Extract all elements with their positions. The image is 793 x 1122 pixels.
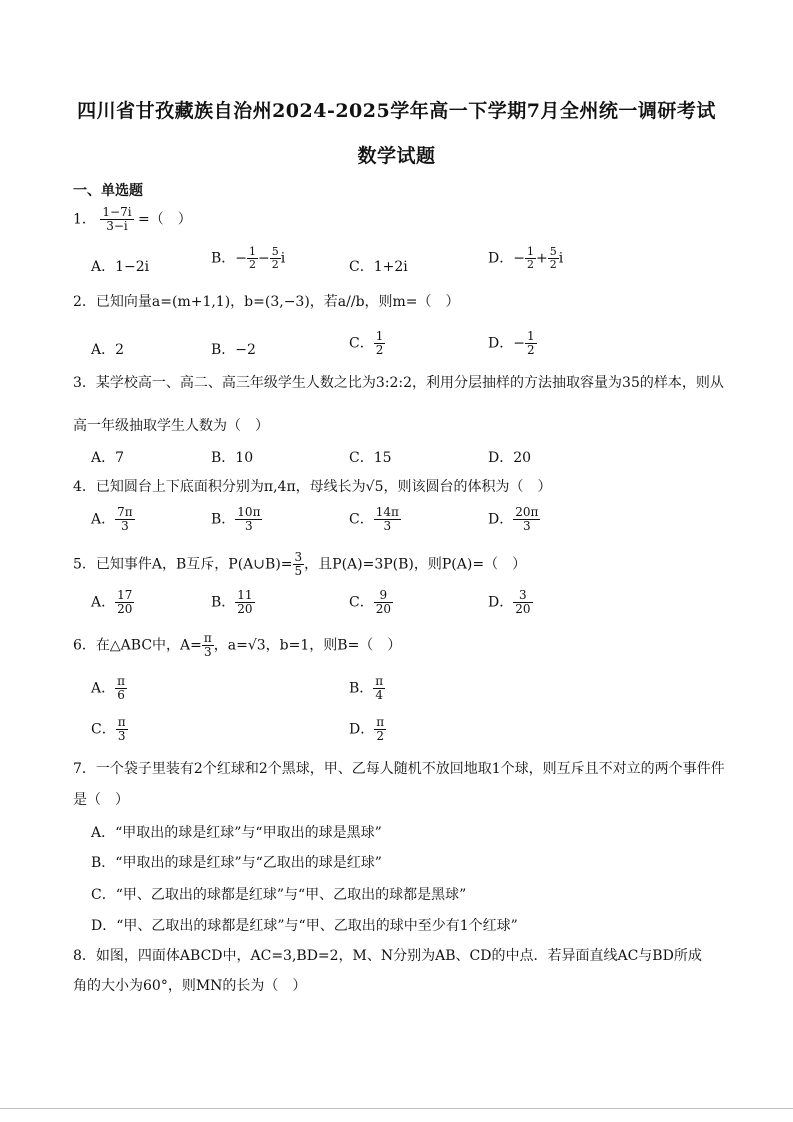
q2-option-c[interactable]: C． $\frac{1}{2}$ xyxy=(349,329,384,358)
q7-option-c[interactable]: C．“甲、乙取出的球都是红球”与“甲、乙取出的球都是黑球” xyxy=(91,887,467,903)
q4-option-b[interactable]: B． $\frac{10\pi}{3}$ xyxy=(211,505,261,534)
q4-option-d[interactable]: D． $\frac{20\pi}{3}$ xyxy=(488,505,539,534)
q1-option-a[interactable]: A．1−2i xyxy=(91,259,150,275)
question-5-stem: 5．已知事件A，B互斥，P(A∪B)= $\frac{3}{5}$ ，且P(A)=3P(B)，则P(A)=（ ） xyxy=(73,550,527,579)
page-bottom-divider xyxy=(0,1108,793,1109)
q3-option-a[interactable]: A．7 xyxy=(91,450,125,466)
q5-option-a[interactable]: A． $\frac{17}{20}$ xyxy=(91,588,133,617)
q4-option-a[interactable]: A． $\frac{7\pi}{3}$ xyxy=(91,505,133,534)
q1-option-d[interactable]: D．− $\frac{1}{2}$ + $\frac{5}{2}$ i xyxy=(488,245,564,272)
question-6-stem: 6．在△ABC中，A= $\frac{\pi}{3}$ ，a=√3，b=1，则B=（ ） xyxy=(73,631,402,660)
question-1-stem: 1． $\frac{1-7i}{3-i}$ =（ ） xyxy=(73,205,192,234)
page-title: 四川省甘孜藏族自治州2024-2025学年高一下学期7月全州统一调研考试 xyxy=(77,100,716,122)
q3-option-b[interactable]: B．10 xyxy=(211,450,254,466)
q2-option-b[interactable]: B．−2 xyxy=(211,342,256,358)
question-3-stem-line1: 3．某学校高一、高二、高三年级学生人数之比为3:2:2，利用分层抽样的方法抽取容量为35的样本，则从 xyxy=(73,375,724,391)
question-8-stem-line1: 8．如图，四面体ABCD中，AC=3,BD=2，M、N分别为AB、CD的中点．若异面直线AC与BD所成 xyxy=(73,948,702,964)
question-7-stem-line1: 7．一个袋子里装有2个红球和2个黑球，甲、乙每人随机不放回地取1个球，则互斥且不对立的两个事件件 xyxy=(73,761,725,777)
q3-option-c[interactable]: C．15 xyxy=(349,450,392,466)
q1-option-c[interactable]: C．1+2i xyxy=(349,259,408,275)
q4-option-c[interactable]: C． $\frac{14\pi}{3}$ xyxy=(349,505,399,534)
q6-option-d[interactable]: D． $\frac{\pi}{2}$ xyxy=(349,715,385,744)
question-2-stem: 2．已知向量a=(m+1,1)，b=(3,−3)，若a//b，则m=（ ） xyxy=(73,294,460,310)
question-3-stem-line2: 高一年级抽取学生人数为（ ） xyxy=(73,418,269,434)
q6-option-a[interactable]: A． $\frac{\pi}{6}$ xyxy=(91,674,126,703)
page-subtitle: 数学试题 xyxy=(357,145,436,167)
q7-option-a[interactable]: A．“甲取出的球是红球”与“甲取出的球是黑球” xyxy=(91,825,382,841)
q6-option-c[interactable]: C． $\frac{\pi}{3}$ xyxy=(91,715,126,744)
q6-option-b[interactable]: B． $\frac{\pi}{4}$ xyxy=(349,674,384,703)
q5-option-d[interactable]: D． $\frac{3}{20}$ xyxy=(488,588,531,617)
question-7-stem-line2: 是（ ） xyxy=(73,792,129,808)
q2-option-d[interactable]: D．− $\frac{1}{2}$ xyxy=(488,329,535,358)
question-4-stem: 4．已知圆台上下底面积分别为π,4π，母线长为√5，则该圆台的体积为（ ） xyxy=(73,479,552,495)
q2-option-a[interactable]: A．2 xyxy=(91,342,125,358)
q1-option-b[interactable]: B．− $\frac{1}{2}$ − $\frac{5}{2}$ i xyxy=(211,245,286,272)
section-heading: 一、单选题 xyxy=(73,183,143,199)
q7-option-b[interactable]: B．“甲取出的球是红球”与“乙取出的球是红球” xyxy=(91,855,382,871)
q7-option-d[interactable]: D．“甲、乙取出的球都是红球”与“甲、乙取出的球中至少有1个红球” xyxy=(91,918,518,934)
q3-option-d[interactable]: D．20 xyxy=(488,450,532,466)
q5-option-c[interactable]: C． $\frac{9}{20}$ xyxy=(349,588,391,617)
question-8-stem-line2: 角的大小为60°，则MN的长为（ ） xyxy=(73,978,307,994)
q5-option-b[interactable]: B． $\frac{11}{20}$ xyxy=(211,588,253,617)
